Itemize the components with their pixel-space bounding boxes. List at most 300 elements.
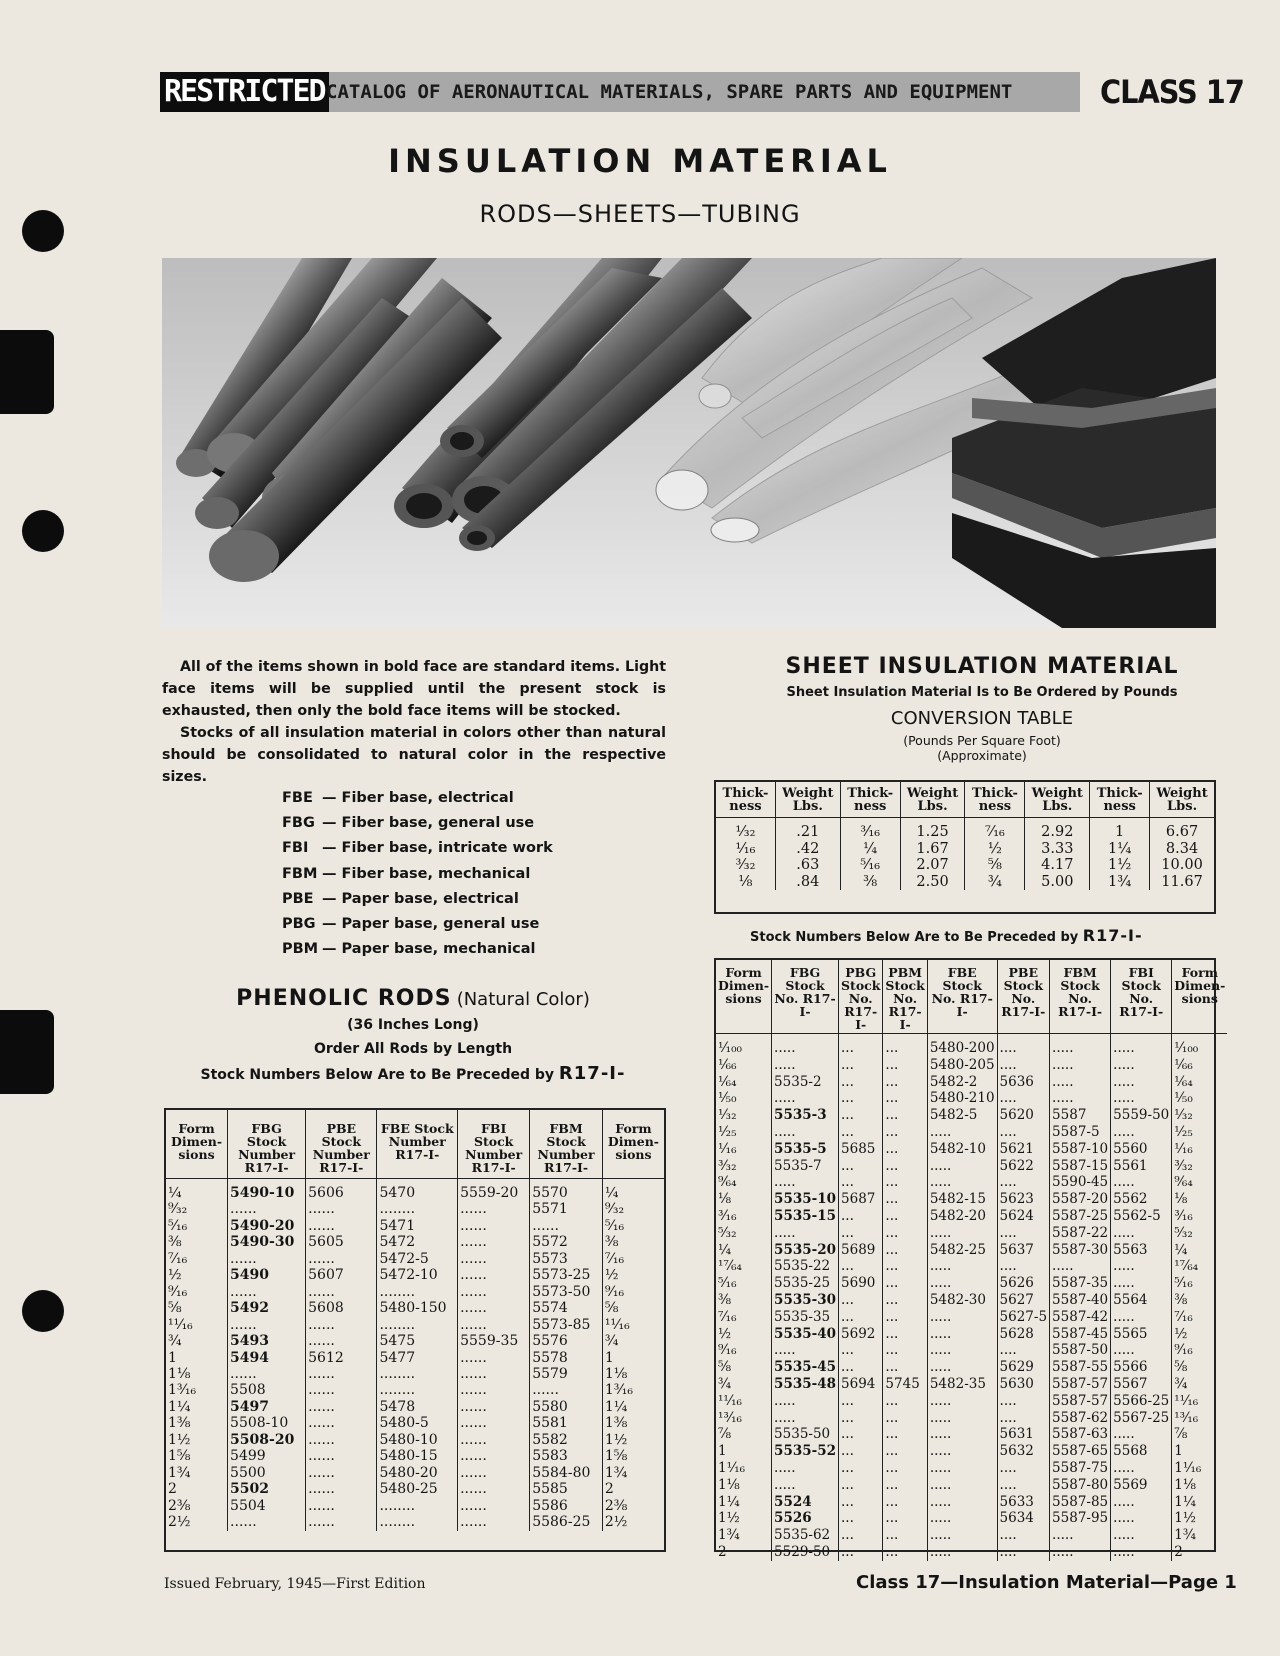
sheets-cell: ..... [772,1342,839,1359]
rods-cell: 5480-20 [377,1465,458,1481]
sheets-cell: ..... [1111,1275,1172,1292]
rods-cell: ...... [306,1465,377,1481]
rods-cell: ...... [228,1201,306,1217]
rods-cell: 1⅛ [168,1365,191,1382]
sheets-table [716,960,1227,1561]
conversion-cell: 4.17 [1025,857,1090,874]
sheets-cell: ..... [927,1426,997,1443]
sheets-cell: ..... [927,1275,997,1292]
conversion-column-header: Thick- ness [716,782,775,818]
sheets-cell: ... [839,1494,883,1511]
sheets-cell: 5587-62 [1050,1410,1111,1427]
conversion-cell: .84 [775,874,840,891]
sheets-cell: ... [883,1242,927,1259]
rods-cell: 5470 [377,1179,458,1202]
rods-cell: ........ [377,1284,458,1300]
rods-cell: ¾ [602,1333,664,1349]
sheets-cell: ..... [1111,1426,1172,1443]
sheets-cell: ... [839,1309,883,1326]
rods-cell: 5480-15 [377,1448,458,1464]
rods-cell: ⁷⁄₁₆ [602,1251,664,1267]
sheets-cell: ..... [1111,1460,1172,1477]
sheets-cell: ..... [1111,1174,1172,1191]
rods-cell: 1¾ [168,1464,191,1481]
rods-cell: 5573-25 [530,1267,603,1283]
sheets-cell-standard: 5535-48 [772,1376,839,1393]
sheets-cell: 5685 [839,1141,883,1158]
sheets-cell: ¹⁄₁₀₀ [1172,1034,1228,1057]
sheets-row [716,1141,1227,1158]
sheets-cell: 5535-2 [772,1074,839,1091]
rods-cell: ...... [458,1218,530,1234]
catalog-title: CATALOG OF AERONAUTICAL MATERIALS, SPARE PARTS AND EQUIPMENT [326,81,1013,103]
legend-code: PBM [282,941,319,958]
rods-cell: ...... [228,1317,306,1333]
rods-cell: 5472-10 [377,1267,458,1283]
sheets-cell: ..... [927,1124,997,1141]
rods-cell: 5579 [530,1366,603,1382]
sheets-cell: 5566-25 [1111,1393,1172,1410]
conversion-cell: ³⁄₁₆ [840,818,900,841]
rods-cell: ...... [306,1366,377,1382]
rods-cell: 2 [168,1481,177,1498]
sheets-cell: ..... [927,1158,997,1175]
sheets-cell: ..... [927,1393,997,1410]
rods-cell: ........ [377,1382,458,1398]
rods-cell: 2½ [168,1514,191,1531]
sheets-cell: 5568 [1111,1443,1172,1460]
rods-cell: 5586-25 [530,1514,603,1530]
sheets-cell: 5629 [997,1359,1050,1376]
sheets-cell: ..... [1111,1309,1172,1326]
sheets-cell: 5587-55 [1050,1359,1111,1376]
sheets-cell: 5623 [997,1191,1050,1208]
rods-row [166,1399,664,1415]
sheets-cell: 5482-2 [927,1074,997,1091]
sheets-cell: 5590-45 [1050,1174,1111,1191]
sheets-table-frame [714,958,1226,1560]
sheets-cell: 5480-200 [927,1034,997,1057]
sheets-row [716,1242,1227,1259]
sheets-row [716,1158,1227,1175]
rods-cell: 1½ [602,1432,664,1448]
sheets-cell: 5587-75 [1050,1460,1111,1477]
sheets-cell: 5562-5 [1111,1208,1172,1225]
sheets-cell: 5587-30 [1050,1242,1111,1259]
rods-cell: ...... [306,1317,377,1333]
sheets-cell: 2 [718,1543,727,1560]
sheets-cell: 5745 [883,1376,927,1393]
rods-cell: ¾ [168,1333,182,1350]
sheets-cell: ¼ [718,1241,732,1258]
sheets-cell: ¹⁷⁄₆₄ [1172,1258,1228,1275]
sheets-cell: 5631 [997,1426,1050,1443]
sheets-cell: ..... [927,1342,997,1359]
sheet-prefix: R17-I- [1082,926,1143,945]
sheets-cell: 5624 [997,1208,1050,1225]
rods-row [166,1382,664,1398]
sheets-cell: 5482-25 [927,1242,997,1259]
sheets-cell: ..... [927,1359,997,1376]
sheets-cell: .... [997,1544,1050,1561]
sheets-cell-standard: 5535-10 [772,1191,839,1208]
legend-desc: — Paper base, electrical [322,890,519,907]
sheets-cell: ..... [772,1034,839,1057]
sheets-cell: ... [883,1460,927,1477]
sheets-cell: ..... [772,1410,839,1427]
class-label: CLASS 17 [1100,73,1244,111]
sheets-cell: ⅞ [718,1426,732,1443]
conversion-cell: 1.25 [900,818,965,841]
sheets-cell: .... [997,1090,1050,1107]
sheets-cell: 5689 [839,1242,883,1259]
sheets-cell: ¹³⁄₁₆ [718,1409,742,1426]
rods-cell-standard: 5492 [228,1300,306,1316]
sheets-cell: ..... [1111,1090,1172,1107]
rods-cell: ...... [228,1284,306,1300]
rods-cell: ...... [306,1382,377,1398]
sheets-cell-standard: 5535-40 [772,1326,839,1343]
sheets-row [716,1057,1227,1074]
sheets-cell: 5587-40 [1050,1292,1111,1309]
rods-row [166,1481,664,1497]
rods-cell: ⁵⁄₁₆ [168,1217,188,1234]
rods-cell: 5472-5 [377,1251,458,1267]
rods-cell: 5478 [377,1399,458,1415]
rods-cell: 1 [168,1349,177,1366]
conversion-cell: ¾ [965,874,1025,891]
rods-cell: ⅜ [168,1234,182,1251]
sheets-cell: 5587-42 [1050,1309,1111,1326]
rods-cell: ...... [306,1201,377,1217]
conversion-cell: ¹⁄₃₂ [735,824,756,840]
legend-code: FBE [282,790,313,806]
conversion-row [716,818,1214,841]
conversion-column-header: Weight Lbs. [1150,782,1214,818]
rods-cell: ...... [458,1514,530,1530]
sheets-column-header: Form Dimen- sions [1172,960,1228,1034]
rods-cell: 5608 [306,1300,377,1316]
sheets-cell: 5567 [1111,1376,1172,1393]
rods-cell: ...... [458,1317,530,1333]
rods-cell-standard: 5493 [228,1333,306,1349]
sheets-cell: 5559-50 [1111,1107,1172,1124]
sheets-cell: ... [883,1107,927,1124]
sheets-cell: 5637 [997,1242,1050,1259]
rods-cell: 5580 [530,1399,603,1415]
rods-cell: ⁹⁄₁₆ [602,1284,664,1300]
conversion-column-header: Weight Lbs. [775,782,840,818]
rods-cell: 5559-20 [458,1179,530,1202]
rods-cell: ⁷⁄₁₆ [168,1250,188,1267]
sheets-column-header: FBI Stock No. R17-I- [1111,960,1172,1034]
sheets-cell: ⁵⁄₁₆ [718,1275,737,1292]
rods-cell: 5571 [530,1201,603,1217]
sheet-heading [722,654,1242,763]
conversion-table [716,782,1214,890]
rods-title-note: (Natural Color) [456,989,590,1010]
rods-cell: 5605 [306,1234,377,1250]
sheets-row [716,1074,1227,1091]
sheets-cell-standard: 5524 [772,1494,839,1511]
rods-cell: 1¾ [602,1465,664,1481]
sheets-cell: 1¼ [1172,1494,1228,1511]
rods-cell: 5471 [377,1218,458,1234]
rods-cell-standard: 5490-10 [228,1179,306,1202]
sheet-order: Sheet Insulation Material Is to Be Ordered by Pounds [786,685,1178,700]
sheets-cell-standard: 5535-30 [772,1292,839,1309]
sheets-cell: 5630 [997,1376,1050,1393]
sheets-cell: ... [883,1141,927,1158]
sheets-cell: 5633 [997,1494,1050,1511]
sheets-cell: .... [997,1174,1050,1191]
rods-length: (36 Inches Long) [347,1017,479,1033]
sheets-cell: ³⁄₁₆ [1172,1208,1228,1225]
sheets-cell: 5529-50 [772,1544,839,1561]
sheets-cell: ⅜ [1172,1292,1228,1309]
rods-row [166,1218,664,1234]
sheets-cell: ... [839,1174,883,1191]
conversion-cell: 2.07 [900,857,965,874]
conversion-column-header: Thick- ness [840,782,900,818]
sheets-cell: 5482-30 [927,1292,997,1309]
sheets-cell: ⅛ [718,1191,732,1208]
rods-cell: ...... [306,1448,377,1464]
sheets-cell: .... [997,1477,1050,1494]
sheets-cell: 1¼ [718,1493,740,1510]
conversion-cell: ½ [965,841,1025,858]
sheets-cell: ... [883,1174,927,1191]
conversion-cell: 2.92 [1025,818,1090,841]
rods-cell: ...... [458,1481,530,1497]
rods-cell: ...... [458,1465,530,1481]
sheets-cell: 5634 [997,1510,1050,1527]
rods-cell: 1⅝ [168,1448,191,1465]
intro-paragraph-2: Stocks of all insulation material in colors other than natural should be consolidated to natural color in the respective sizes. [162,725,666,785]
rods-cell: ...... [458,1432,530,1448]
sheets-cell: ... [883,1208,927,1225]
sheets-cell: ..... [927,1410,997,1427]
conversion-cell: 11.67 [1150,874,1214,891]
rods-title: PHENOLIC RODS [236,986,452,1011]
sheets-cell: ... [883,1309,927,1326]
sheets-cell: 1¾ [1172,1527,1228,1544]
sheets-cell: 5587-50 [1050,1342,1111,1359]
rods-cell-standard: 5490-20 [228,1218,306,1234]
sheets-cell: ⁵⁄₃₂ [1172,1225,1228,1242]
conversion-cell: ¹⁄₁₆ [735,840,756,857]
sheets-cell: 1½ [718,1510,740,1527]
conversion-table-frame [714,780,1216,914]
rods-cell: ........ [377,1317,458,1333]
sheets-cell: .... [997,1057,1050,1074]
sheets-cell: ... [839,1258,883,1275]
sheets-cell: 5535-25 [772,1275,839,1292]
rods-cell: 1½ [168,1431,191,1448]
rods-cell: ¹¹⁄₁₆ [602,1317,664,1333]
rods-cell: ...... [306,1284,377,1300]
rods-cell: 5607 [306,1267,377,1283]
legend-desc: — Paper base, general use [322,916,540,933]
legend-code: PBE [282,890,314,907]
sheets-cell: 5587-65 [1050,1443,1111,1460]
rods-cell: 5583 [530,1448,603,1464]
sheets-row [716,1460,1227,1477]
legend-row [282,786,553,811]
sheets-cell: ... [839,1527,883,1544]
sheets-cell: ¹⁄₅₀ [1172,1090,1228,1107]
sheets-row [716,1527,1227,1544]
rods-cell: ...... [458,1415,530,1431]
rods-cell: ...... [306,1498,377,1514]
sheets-cell: 5587-95 [1050,1510,1111,1527]
rods-cell: 5581 [530,1415,603,1431]
sheets-cell: ... [883,1477,927,1494]
rods-cell: 5475 [377,1333,458,1349]
rods-cell: ........ [377,1514,458,1530]
rods-cell: ⁹⁄₃₂ [168,1201,188,1218]
sheets-cell: ..... [1050,1258,1111,1275]
sheets-cell: ... [883,1410,927,1427]
rods-table-frame [164,1108,666,1552]
sheets-cell: ... [839,1158,883,1175]
rods-cell: 5612 [306,1350,377,1366]
rods-cell-standard: 5497 [228,1399,306,1415]
rods-cell: ...... [458,1201,530,1217]
sheets-cell: 5482-15 [927,1191,997,1208]
rods-row [166,1284,664,1300]
sheets-cell: ... [839,1090,883,1107]
sheets-row [716,1393,1227,1410]
sheets-cell: 1½ [1172,1510,1228,1527]
conversion-row [716,857,1214,874]
sheets-cell-standard: 5535-20 [772,1242,839,1259]
rods-cell: 5586 [530,1498,603,1514]
sheets-cell: ... [883,1275,927,1292]
rods-cell: ...... [458,1498,530,1514]
rods-row [166,1300,664,1316]
sheets-cell: .... [997,1342,1050,1359]
conversion-cell: ¼ [840,841,900,858]
sheets-cell: 5690 [839,1275,883,1292]
sheets-row [716,1107,1227,1124]
sheets-cell: 5626 [997,1275,1050,1292]
sheets-row [716,1376,1227,1393]
sheets-row [716,1275,1227,1292]
legend-row [282,937,553,962]
sheets-cell: ½ [1172,1326,1228,1343]
sheets-cell: ..... [1050,1090,1111,1107]
rods-cell: ¼ [168,1185,182,1201]
sheets-cell: ..... [772,1057,839,1074]
rods-row [166,1333,664,1349]
rods-row [166,1179,664,1202]
rods-cell: 1 [602,1350,664,1366]
sheets-cell: ... [883,1191,927,1208]
rods-order: Order All Rods by Length [313,1041,513,1057]
sheets-cell: 2 [1172,1544,1228,1561]
restricted-label: RESTRICTED [160,72,329,112]
sheets-cell: 5566 [1111,1359,1172,1376]
sheets-cell: ... [839,1107,883,1124]
sheets-cell-standard: 5535-52 [772,1443,839,1460]
sheets-cell: 5587-25 [1050,1208,1111,1225]
sheets-cell: ¹⁄₁₆ [1172,1141,1228,1158]
sheets-row [716,1510,1227,1527]
sheets-column-header: PBE Stock No. R17-I- [997,960,1050,1034]
legend-row [282,912,553,937]
sheet-prefix-text: Stock Numbers Below Are to Be Preceded by [750,930,1079,945]
rods-cell: ........ [377,1498,458,1514]
sheets-cell: ... [883,1494,927,1511]
sheets-cell: ... [883,1544,927,1561]
rods-row [166,1448,664,1464]
sheets-cell: 5480-210 [927,1090,997,1107]
sheets-cell: ¹¹⁄₁₆ [1172,1393,1228,1410]
sheets-cell: ..... [1111,1057,1172,1074]
sheets-column-header: Form Dimen- sions [716,960,772,1034]
rods-column-header: FBI Stock Number R17-I- [458,1110,530,1179]
sheets-cell: 1¹⁄₁₆ [1172,1460,1228,1477]
rods-cell: 5480-10 [377,1432,458,1448]
sheets-cell: ¾ [1172,1376,1228,1393]
legend-code: FBG [282,815,315,832]
sheets-cell: ⁵⁄₁₆ [1172,1275,1228,1292]
rods-cell: 2½ [602,1514,664,1530]
rods-cell: ...... [306,1399,377,1415]
conversion-column-header: Weight Lbs. [900,782,965,818]
conversion-header-row [716,782,1214,818]
sheets-cell: ... [883,1034,927,1057]
legend-row [282,887,553,912]
rods-cell: 5480-25 [377,1481,458,1497]
conversion-cell: ⁷⁄₁₆ [965,818,1025,841]
sheets-cell: .... [997,1034,1050,1057]
rods-column-header: FBE Stock Number R17-I- [377,1110,458,1179]
sheets-cell: 5569 [1111,1477,1172,1494]
rods-cell: 5606 [306,1179,377,1202]
sheets-cell: ... [883,1074,927,1091]
sheets-cell: ¹⁄₃₂ [1172,1107,1228,1124]
binder-tab [0,1010,54,1094]
sheets-cell: 5535-7 [772,1158,839,1175]
intro-paragraph-1: All of the items shown in bold face are standard items. Light face items will be supplied until the present stock is exhausted, then only the bold face items will be stocked. [162,659,666,719]
sheets-cell: ... [839,1477,883,1494]
rods-column-header: FBG Stock Number R17-I- [228,1110,306,1179]
rods-cell: ⁵⁄₁₆ [602,1218,664,1234]
conversion-cell: 1 [1090,818,1150,841]
sheets-cell: 1 [1172,1443,1228,1460]
sheets-row [716,1544,1227,1561]
rods-cell: ...... [458,1251,530,1267]
conversion-cell: ⅝ [965,857,1025,874]
sheets-cell: ¹⁄₂₅ [718,1123,737,1140]
rods-row [166,1432,664,1448]
rods-column-header: Form Dimen- sions [602,1110,664,1179]
sheets-cell: 5562 [1111,1191,1172,1208]
sheets-row [716,1410,1227,1427]
rods-cell: ...... [530,1382,603,1398]
conversion-row [716,841,1214,858]
sheets-cell: ... [839,1057,883,1074]
sheets-column-header: PBM Stock No. R17-I- [883,960,927,1034]
rods-cell: 5584-80 [530,1465,603,1481]
sheets-cell: 5587-63 [1050,1426,1111,1443]
sheets-cell: ..... [927,1510,997,1527]
sheets-row [716,1174,1227,1191]
sheets-cell: 5632 [997,1443,1050,1460]
sheets-cell: 5564 [1111,1292,1172,1309]
